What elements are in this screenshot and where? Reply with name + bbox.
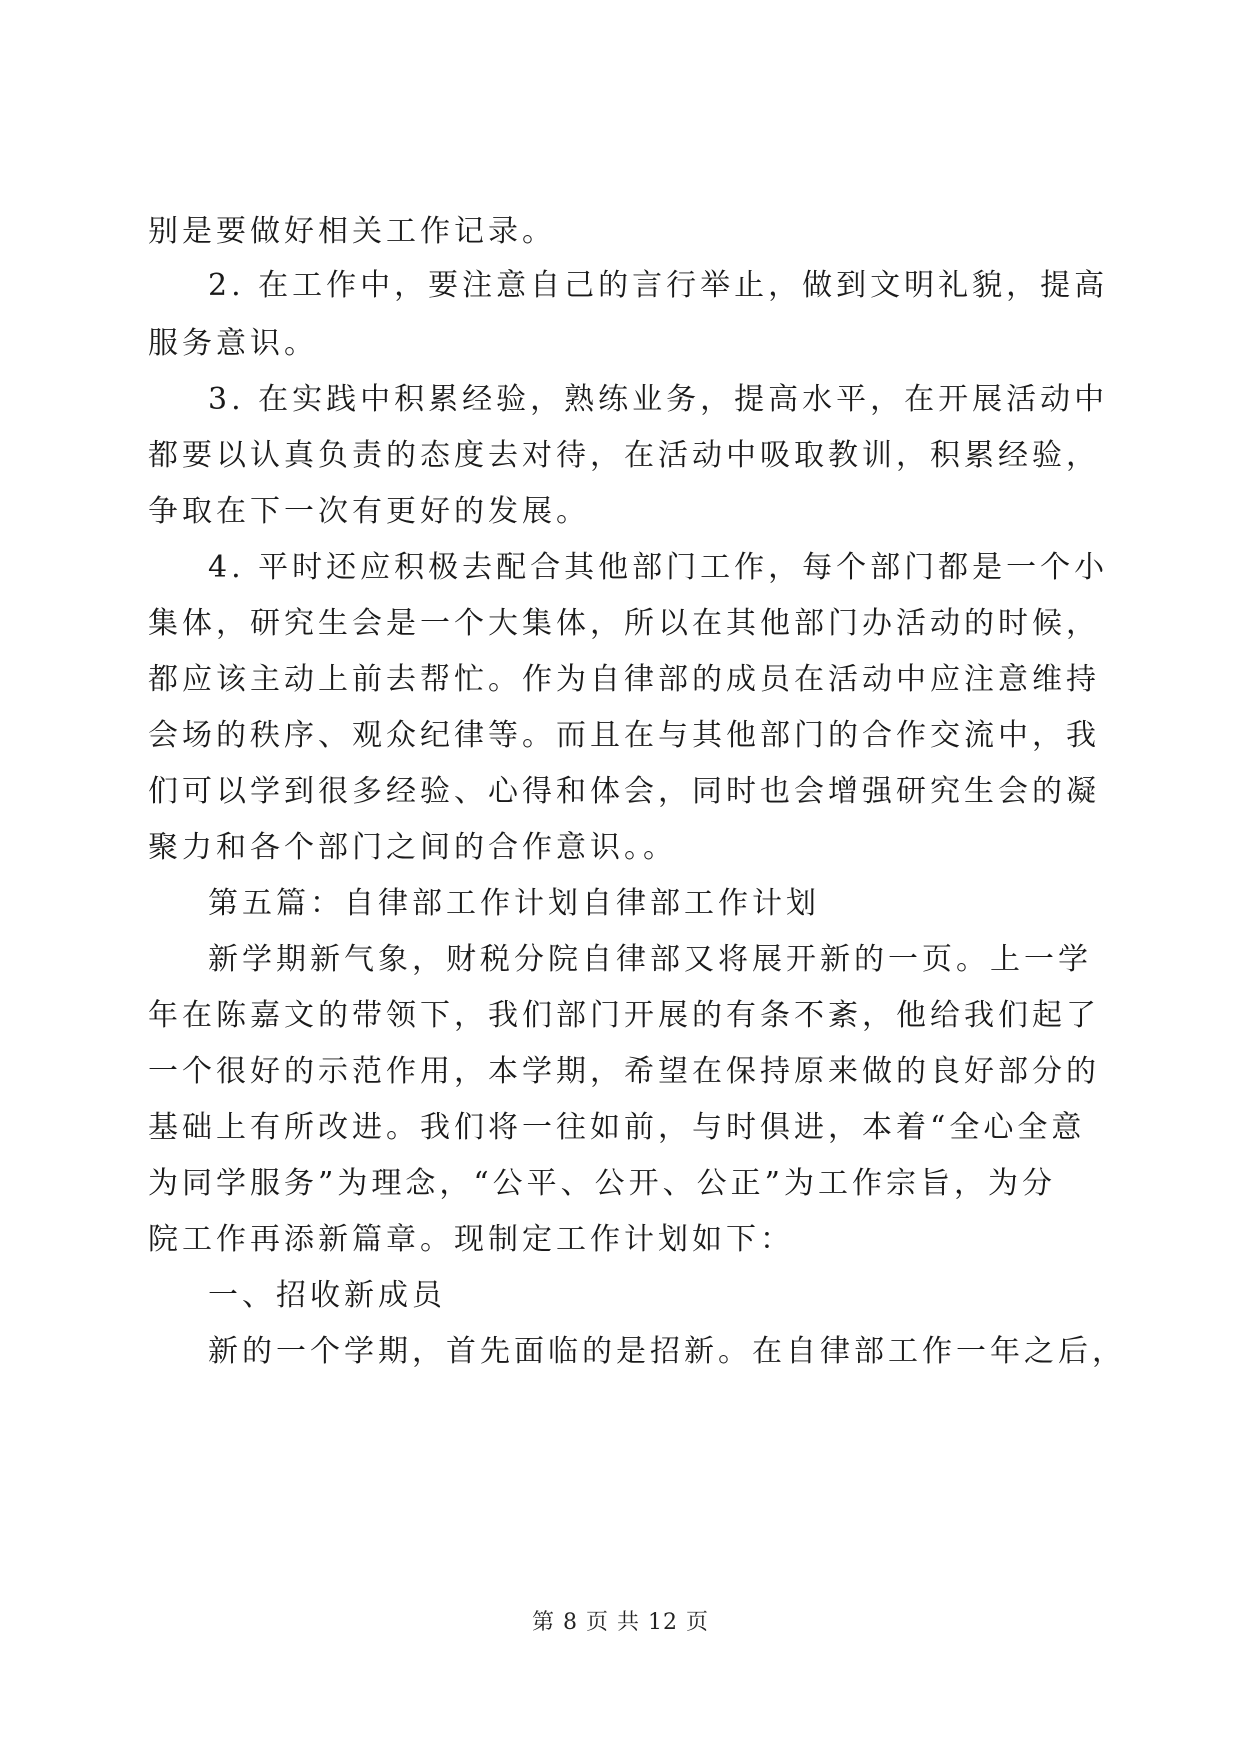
text-line: 别是要做好相关工作记录。 (148, 214, 556, 249)
text-line: 们可以学到很多经验、心得和体会，同时也会增强研究生会的凝 (148, 774, 1100, 809)
text-line: 年在陈嘉文的带领下，我们部门开展的有条不紊，他给我们起了 (148, 998, 1100, 1033)
text-line: 争取在下一次有更好的发展。 (148, 494, 590, 529)
text-line: 院工作再添新篇章。现制定工作计划如下： (148, 1222, 794, 1257)
text-line: 会场的秩序、观众纪律等。而且在与其他部门的合作交流中，我 (148, 718, 1100, 753)
text-line: 基础上有所改进。我们将一往如前，与时俱进，本着“全心全意 (148, 1110, 1086, 1145)
text-line: 服务意识。 (148, 326, 318, 361)
page-footer: 第 8 页 共 12 页 (532, 1610, 709, 1635)
text-line: 都要以认真负责的态度去对待，在活动中吸取教训，积累经验， (148, 438, 1100, 473)
text-line: 一个很好的示范作用，本学期，希望在保持原来做的良好部分的 (148, 1054, 1100, 1089)
text-line: 都应该主动上前去帮忙。作为自律部的成员在活动中应注意维持 (148, 662, 1100, 697)
section-heading: 第五篇：自律部工作计划自律部工作计划 (208, 886, 820, 921)
text-line: 新的一个学期，首先面临的是招新。在自律部工作一年之后， (208, 1334, 1126, 1369)
text-line: 集体，研究生会是一个大集体，所以在其他部门办活动的时候， (148, 606, 1100, 641)
text-line: 为同学服务”为理念，“公平、公开、公正”为工作宗旨，为分 (148, 1166, 1057, 1201)
text-line: 4. 平时还应积极去配合其他部门工作，每个部门都是一个小 (208, 550, 1109, 585)
text-line: 新学期新气象，财税分院自律部又将展开新的一页。上一学 (208, 942, 1092, 977)
text-line: 2. 在工作中，要注意自己的言行举止，做到文明礼貌，提高 (208, 268, 1109, 303)
subsection-heading: 一、招收新成员 (208, 1278, 446, 1313)
text-line: 聚力和各个部门之间的合作意识。。 (148, 830, 677, 865)
text-line: 3. 在实践中积累经验，熟练业务，提高水平，在开展活动中 (208, 382, 1109, 417)
